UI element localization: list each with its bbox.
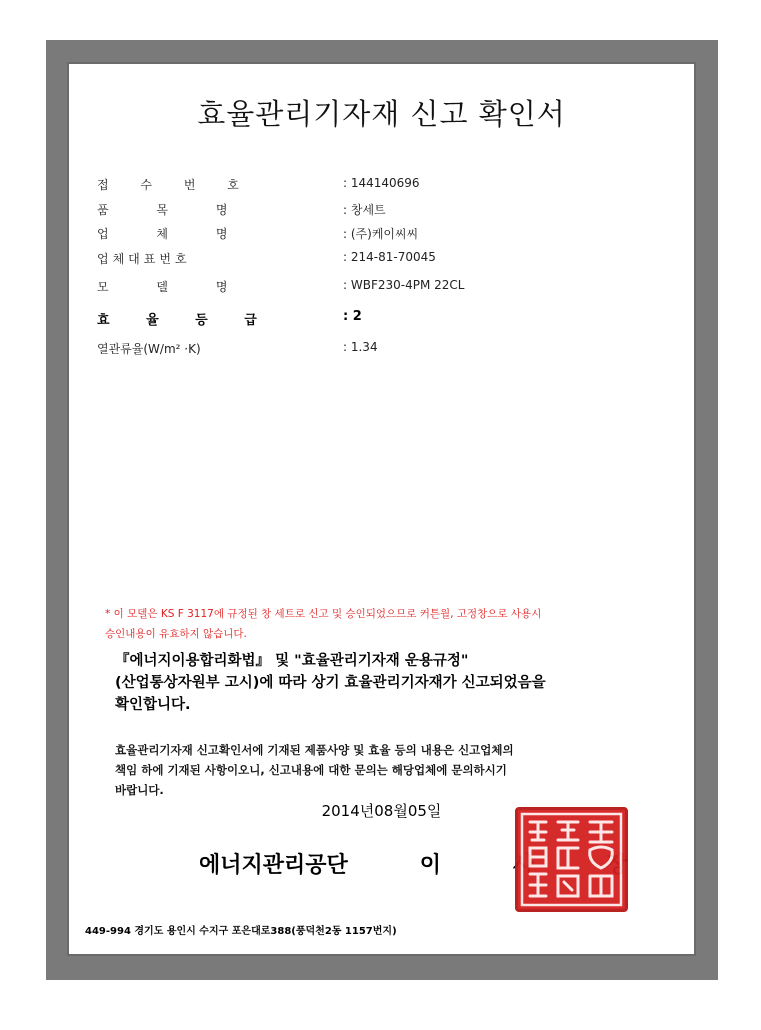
confirmation-statement [115,650,675,716]
official-seal [515,807,628,912]
issue-date: 2014년08월05일 [321,802,442,820]
certificate-page [67,62,696,956]
warning-notice [105,604,675,644]
notice-line: 승인내용이 유효하지 않습니다. [105,628,247,640]
issuer-title-char: 이 [419,852,442,878]
field-company-name [97,225,674,245]
field-label: 접 수 번 호 [97,178,253,192]
field-value: : 144140696 [343,176,420,190]
field-label: 업체대표번호 [97,252,191,266]
responsibility-line: 바랍니다. [115,783,164,797]
field-value: : 창세트 [343,203,386,217]
field-label: 업 체 명 [97,227,250,241]
statement-line: 『에너지이용합리화법』 및 "효율관리기자재 운용규정" [115,653,469,669]
field-heat-transmission [97,340,674,360]
notice-line: * 이 모델은 KS F 3117에 규정된 창 세트로 신고 및 승인되었으므로 커튼월, 고정창으로 사용시 [105,608,542,620]
field-product-name [97,201,674,221]
issuer-address: 449-994 경기도 용인시 수지구 포은대로388(풍덕천2동 1157번지) [85,926,397,937]
field-value: : 214-81-70045 [343,250,436,264]
field-value: : WBF230-4PM 22CL [343,278,465,292]
issuer-org: 에너지관리공단 [199,852,348,878]
seal-glyphs-icon [518,810,625,909]
statement-line: (산업통상자원부 고시)에 따라 상기 효율관리기자재가 신고되었음을 [115,675,546,691]
field-model-name [97,278,674,298]
field-label: 품 목 명 [97,203,250,217]
field-representative-number [97,250,674,270]
statement-line: 확인합니다. [115,697,191,713]
field-label: 모 델 명 [97,280,250,294]
field-efficiency-grade [97,309,674,329]
field-receipt-number [97,176,674,196]
responsibility-note [115,740,675,800]
document-title: 효율관리기자재 신고 확인서 [197,97,566,131]
responsibility-line: 책임 하에 기재된 사항이오니, 신고내용에 대한 문의는 해당업체에 문의하시기 [115,763,507,777]
field-value: : (주)케이씨씨 [343,227,419,241]
field-label: 열관류율(W/m² ·K) [97,342,201,356]
field-value: : 1.34 [343,340,378,354]
responsibility-line: 효율관리기자재 신고확인서에 기재된 제품사양 및 효율 등의 내용은 신고업체의 [115,743,514,757]
field-label: 효 율 등 급 [97,313,273,328]
field-value: : 2 [343,309,362,324]
